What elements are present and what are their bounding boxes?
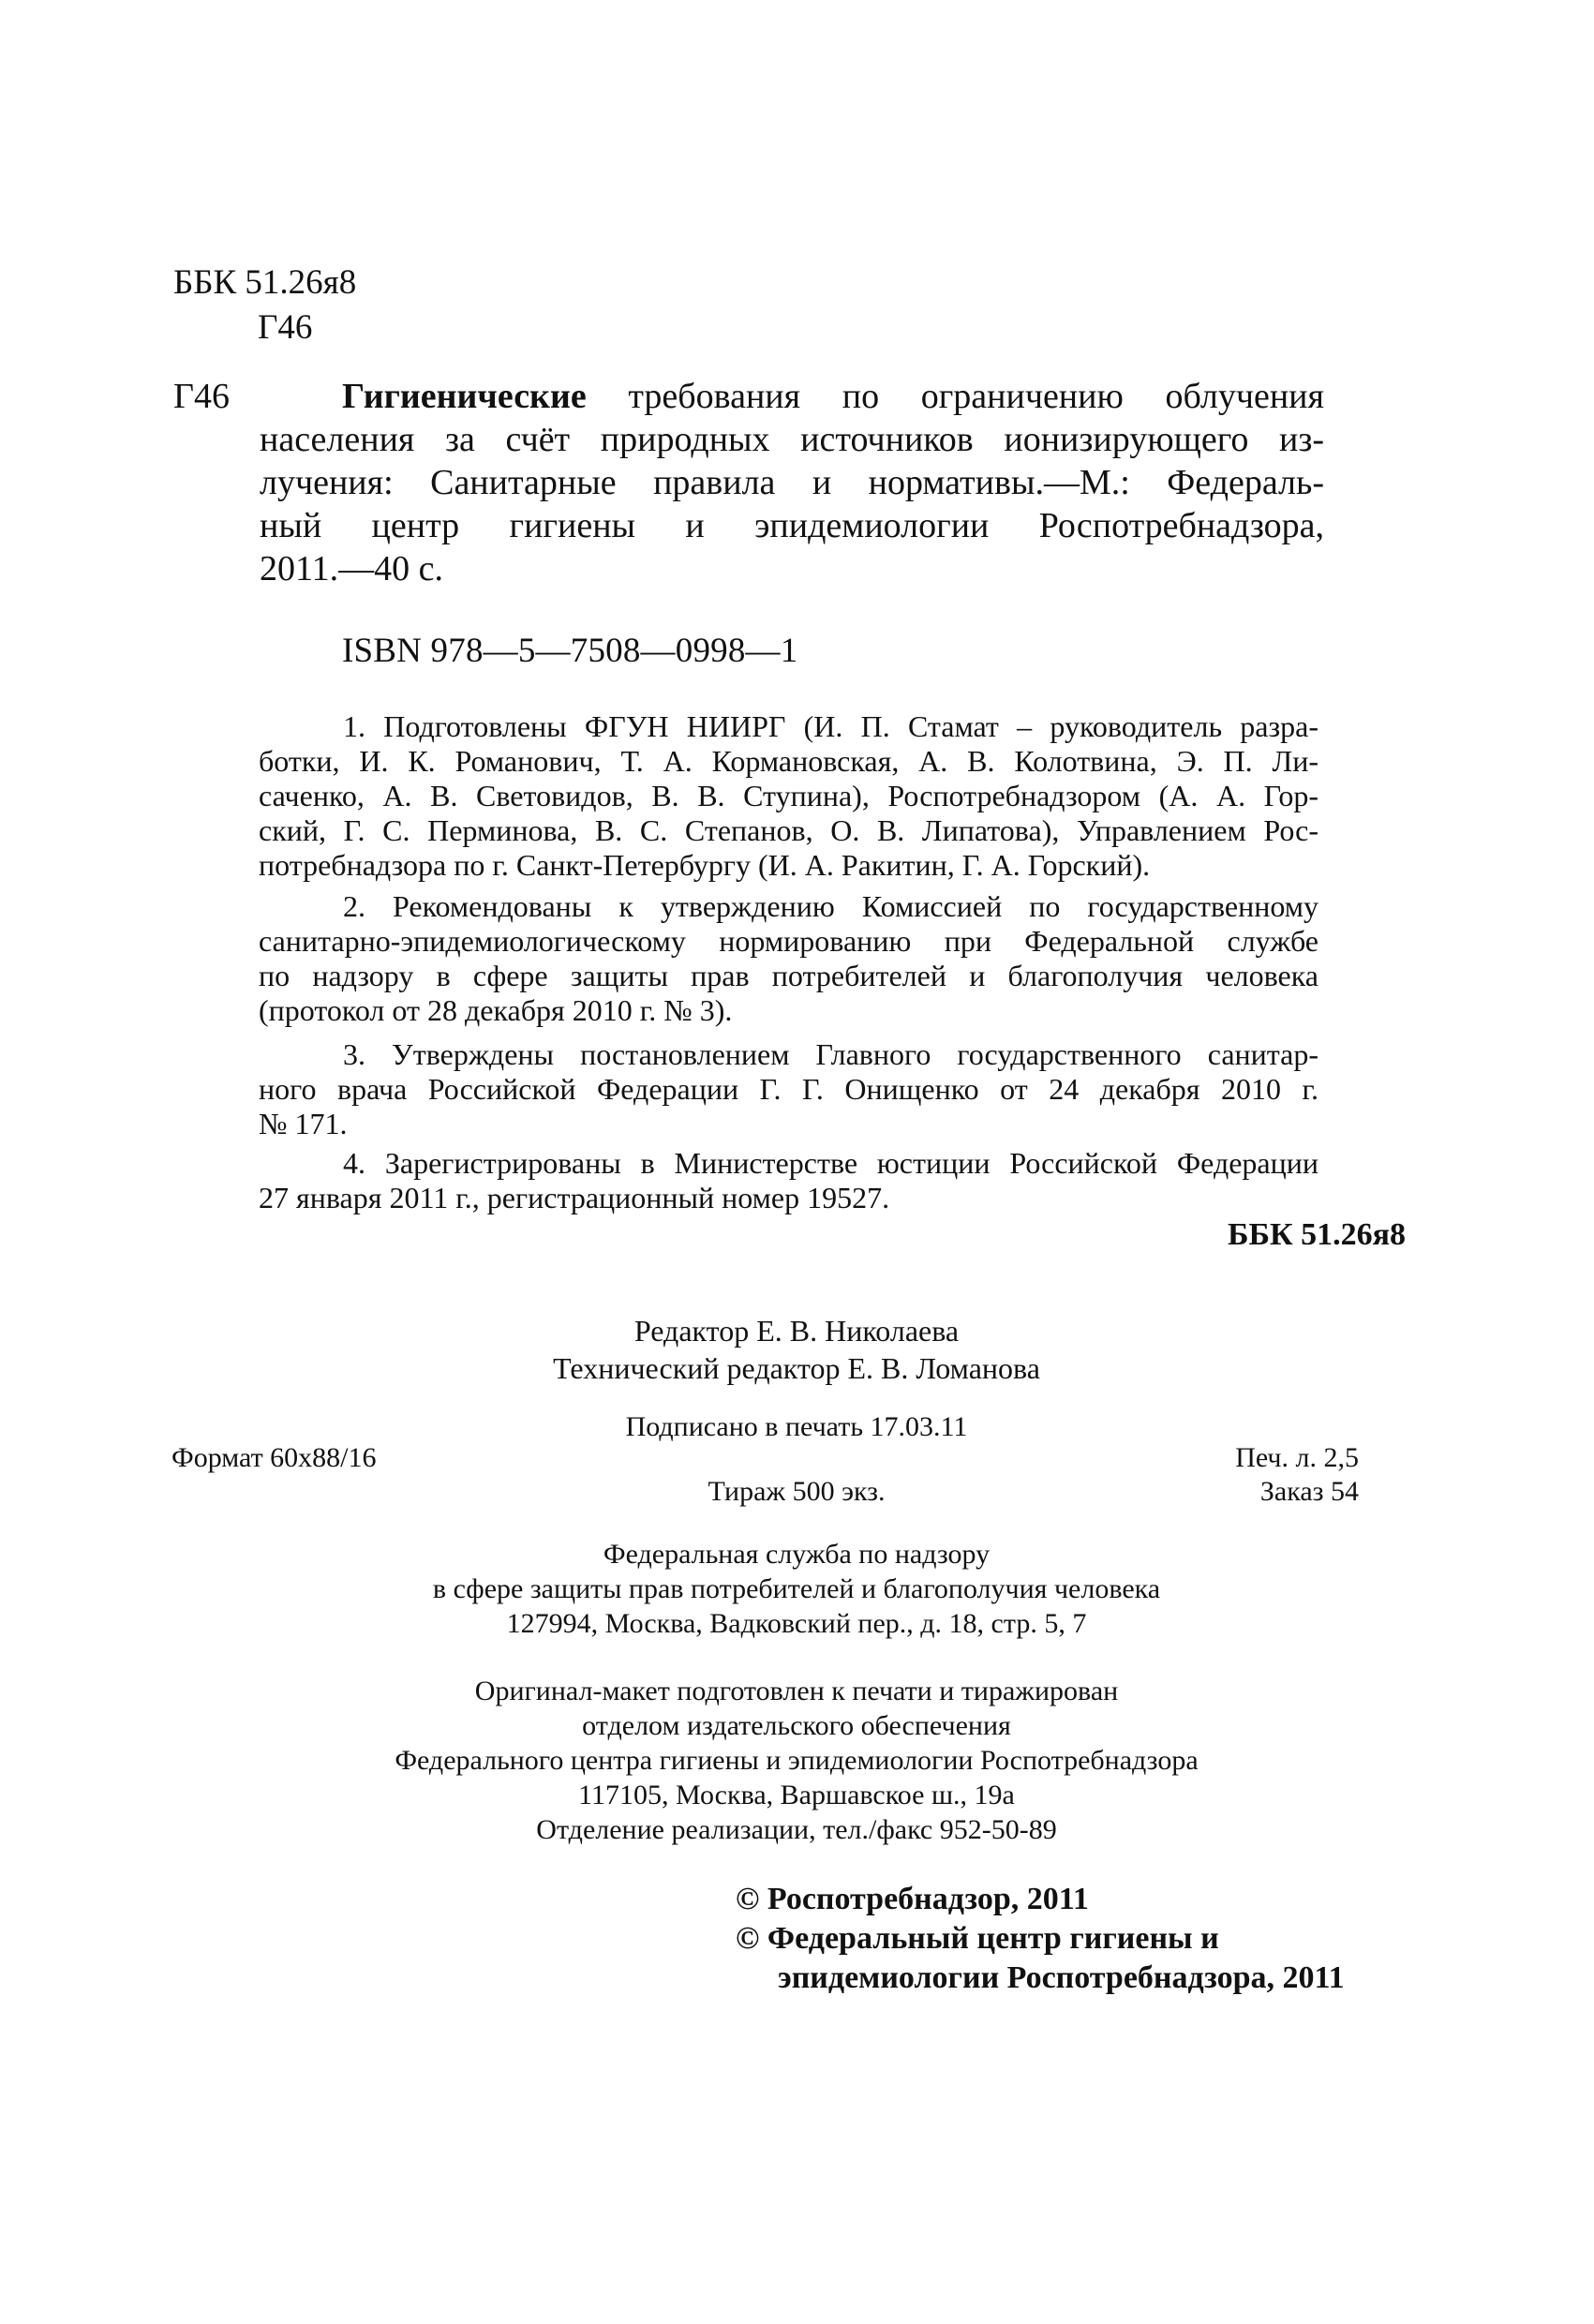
paragraph-line: по надзору в сфере защиты прав потребителей и благополучия человека xyxy=(259,959,1318,992)
title-line-1 xyxy=(342,375,1324,418)
printing-line: Отделение реализации, тел./факс 952-50-89 xyxy=(536,1814,1057,1845)
paragraph-line: 4. Зарегистрированы в Министерстве юстиции Российской Федерации xyxy=(343,1146,1318,1180)
printing-line: Федерального центра гигиены и эпидемиологии Роспотребнадзора xyxy=(395,1745,1199,1776)
print-run: Тираж 500 экз. xyxy=(708,1476,886,1507)
paper-format: Формат 60x88/16 xyxy=(171,1442,377,1473)
copyright-line: эпидемиологии Роспотребнадзора, 2011 xyxy=(778,1960,1345,1995)
paragraph-line: № 171. xyxy=(259,1107,348,1140)
title-bold-word: Гигиенические xyxy=(342,377,587,416)
title-line-4: ный центр гигиены и эпидемиологии Роспотребнадзора, xyxy=(260,506,1324,545)
order-number: Заказ 54 xyxy=(1259,1476,1359,1507)
copyright-line: © Федеральный центр гигиены и xyxy=(736,1921,1219,1956)
isbn: ISBN 978—5—7508—0998—1 xyxy=(342,632,798,670)
paragraph-line: (протокол от 28 декабря 2010 г. № 3). xyxy=(259,993,733,1027)
paragraph-line: 3. Утверждены постановлением Главного государственного санитар- xyxy=(343,1037,1318,1071)
paragraph-recommended xyxy=(259,889,1318,1028)
publisher-info xyxy=(281,1537,1312,1641)
technical-editor: Технический редактор Е. В. Ломанова xyxy=(553,1351,1040,1385)
author-mark: Г46 xyxy=(258,308,313,347)
paragraph-registered xyxy=(259,1146,1318,1215)
paragraph-line: 2. Рекомендованы к утверждению Комиссией по государственному xyxy=(343,889,1318,923)
title-line-3: лучения: Санитарные правила и нормативы.—М.: Федераль- xyxy=(260,463,1324,502)
editor: Редактор Е. В. Николаева xyxy=(633,1314,960,1348)
printing-info xyxy=(281,1674,1312,1847)
paragraph-line: ного врача Российской Федерации Г. Г. Онищенко от 24 декабря 2010 г. xyxy=(259,1072,1318,1106)
printing-line: 117105, Москва, Варшавское ш., 19а xyxy=(578,1780,1015,1810)
title-author-mark: Г46 xyxy=(173,377,230,416)
paragraph-approved xyxy=(259,1037,1318,1141)
bbk-header xyxy=(173,261,356,350)
printed-sheets: Печ. л. 2,5 xyxy=(1235,1442,1359,1473)
title-line-5: 2011.—40 с. xyxy=(260,549,443,588)
paragraph-line: 27 января 2011 г., регистрационный номер 19527. xyxy=(259,1181,890,1214)
signed-to-print: Подписано в печать 17.03.11 xyxy=(625,1411,968,1442)
paragraph-line: 1. Подготовлены ФГУН НИИРГ (И. П. Стамат – руководитель разра- xyxy=(343,709,1318,743)
title-line-1-rest: требования по ограничению облучения xyxy=(628,377,1324,416)
publisher-line: 127994, Москва, Вадковский пер., д. 18, стр. 5, 7 xyxy=(506,1608,1087,1639)
paragraph-line: ботки, И. К. Романович, Т. А. Кормановская, А. В. Колотвина, Э. П. Ли- xyxy=(259,744,1318,778)
paragraph-line: потребнадзора по г. Санкт-Петербургу (И. А. Ракитин, Г. А. Горский). xyxy=(259,848,1151,882)
title-line-2: населения за счёт природных источников ионизирующего из- xyxy=(260,420,1324,459)
bibliographic-title xyxy=(260,375,1324,590)
paragraph-prepared-by xyxy=(259,709,1318,883)
publisher-line: Федеральная служба по надзору xyxy=(603,1539,991,1570)
bbk-code-bottom: ББК 51.26я8 xyxy=(1227,1217,1406,1252)
printing-line: отделом издательского обеспечения xyxy=(582,1710,1011,1741)
editors xyxy=(375,1312,1218,1387)
copyright-line: © Роспотребнадзор, 2011 xyxy=(736,1882,1089,1916)
paragraph-line: ский, Г. С. Перминова, В. С. Степанов, О. В. Липатова), Управлением Рос- xyxy=(259,813,1318,847)
printing-line: Оригинал-макет подготовлен к печати и тиражирован xyxy=(474,1676,1119,1706)
paragraph-line: санитарно-эпидемиологическому нормированию при Федеральной службе xyxy=(259,924,1318,958)
copyright xyxy=(736,1880,1392,1998)
paragraph-line: саченко, А. В. Световидов, В. В. Ступина), Роспотребнадзором (А. А. Гор- xyxy=(259,779,1318,812)
bbk-code: ББК 51.26я8 xyxy=(173,263,357,302)
publisher-line: в сфере защиты прав потребителей и благополучия человека xyxy=(432,1573,1161,1604)
